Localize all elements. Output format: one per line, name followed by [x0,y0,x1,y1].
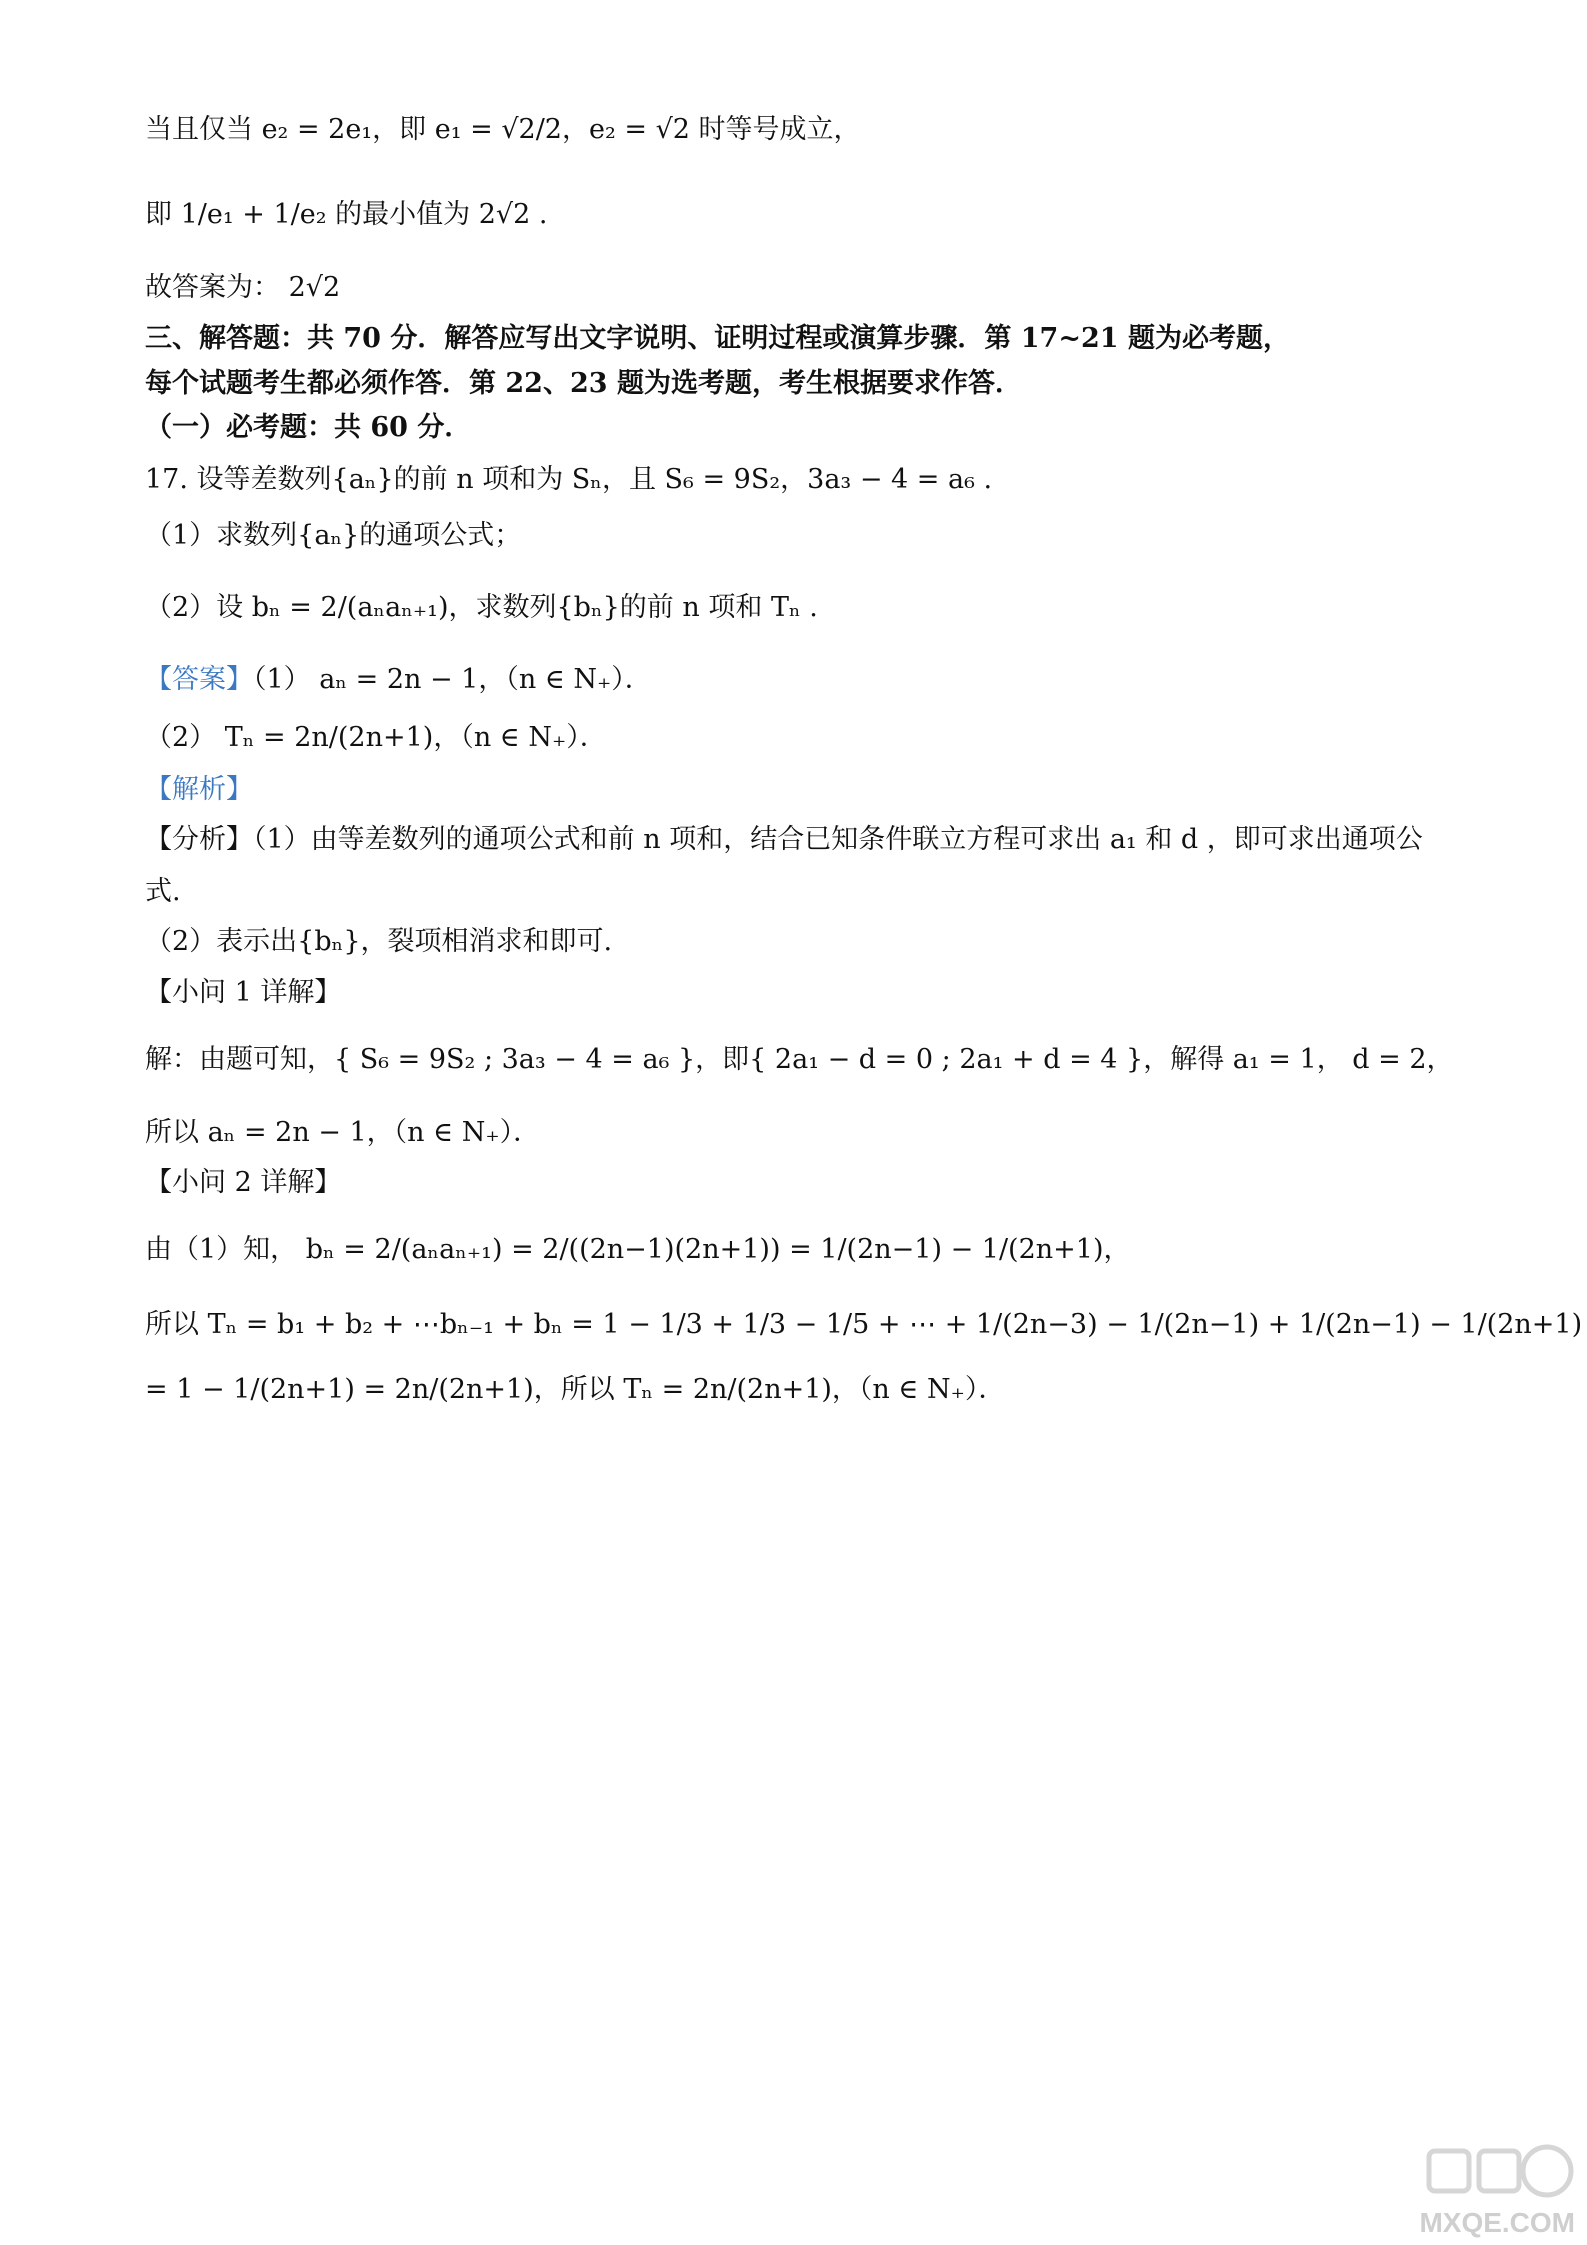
answer-part-1: （1） aₙ = 2n − 1，（n ∈ N₊）． [253,664,652,695]
detail-2-tn-result: = 1 − 1/(2n+1) = 2n/(2n+1)，所以 Tₙ = 2n/(2n+1)，（n ∈ N₊）． [145,1374,1006,1405]
detail-1-system: 解：由题可知，{ S₆ = 9S₂ ; 3a₃ − 4 = a₆ }，即{ 2a₁ − d = 0 ; 2a₁ + d = 4 }，解得 a₁ = 1， d = 2， [145,1044,1454,1075]
detail-heading-1: 【小问 1 详解】 [145,977,342,1008]
section-heading-3-cont: 每个试题考生都必须作答．第 22、23 题为选考题，考生根据要求作答． [145,368,1022,399]
detail-2-tn-sum: 所以 Tₙ = b₁ + b₂ + ⋯bₙ₋₁ + bₙ = 1 − 1/3 + 1/3 − 1/5 + ⋯ + 1/(2n−3) − 1/(2n−1) + 1/(2n−1) − 1/(2n+1) [145,1309,1583,1340]
question-17-part-2: （2）设 bₙ = 2/(aₙaₙ₊₁)，求数列{bₙ}的前 n 项和 Tₙ . [145,592,818,623]
detail-2-bn: 由（1）知， bₙ = 2/(aₙaₙ₊₁) = 2/((2n−1)(2n+1)) = 1/(2n−1) − 1/(2n+1)， [145,1234,1131,1265]
detail-1-conclusion: 所以 aₙ = 2n − 1，（n ∈ N₊）． [145,1117,541,1148]
analysis-tag: 【解析】 [145,774,253,805]
analysis-part-1-cont: 式. [145,876,181,907]
detail-heading-2: 【小问 2 详解】 [145,1167,342,1198]
question-17-stem: 17. 设等差数列{aₙ}的前 n 项和为 Sₙ，且 S₆ = 9S₂，3a₃ − 4 = a₆ . [145,464,993,495]
analysis-part-2: （2）表示出{bₙ}，裂项相消求和即可. [145,926,613,957]
analysis-part-1: 【分析】（1）由等差数列的通项公式和前 n 项和，结合已知条件联立方程可求出 a₁ 和 d ，即可求出通项公 [145,824,1423,855]
section-heading-3: 三、解答题：共 70 分．解答应写出文字说明、证明过程或演算步骤．第 17~21 题为必考题， [145,323,1290,354]
text-line-minimum-value: 即 1/e₁ + 1/e₂ 的最小值为 2√2 . [145,199,548,230]
question-17-part-1: （1）求数列{aₙ}的通项公式； [145,520,522,551]
text-line-answer: 故答案为： 2√2 [145,272,341,303]
answer-line-1 [145,660,652,700]
answer-part-2: （2） Tₙ = 2n/(2n+1)，（n ∈ N₊）． [145,722,607,753]
answer-tag: 【答案】 [145,664,253,695]
text-line-equality-condition: 当且仅当 e₂ = 2e₁，即 e₁ = √2/2，e₂ = √2 时等号成立， [145,114,861,145]
subsection-heading-required: （一）必考题：共 60 分． [145,412,472,443]
watermark-text: MXQE.COM [1419,2207,1575,2238]
